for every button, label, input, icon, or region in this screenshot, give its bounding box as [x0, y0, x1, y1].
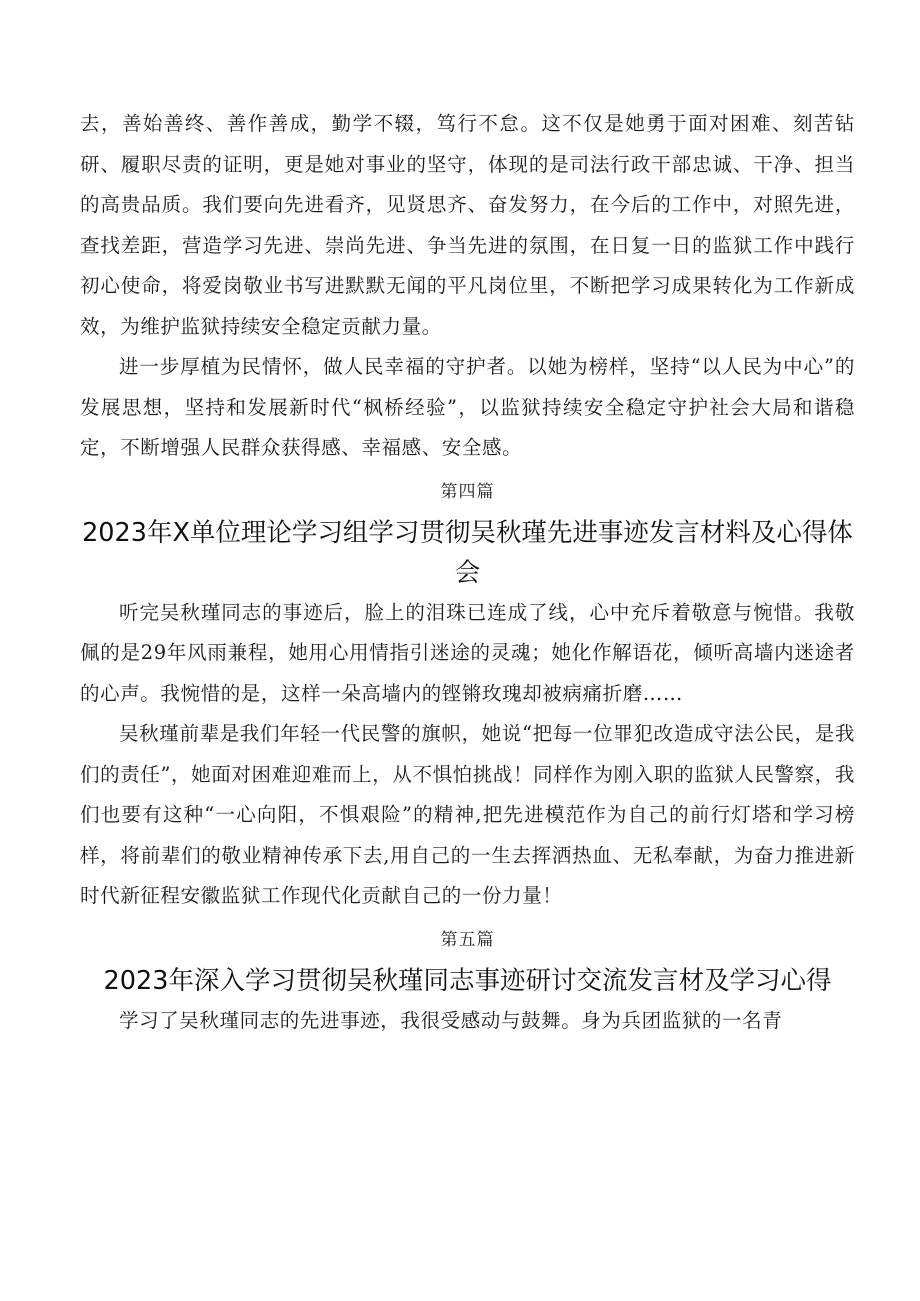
- body-paragraph: 进一步厚植为民情怀，做人民幸福的守护者。以她为榜样，坚持“以人民为中心”的发展思想，坚持和发展新时代“枫桥经验”，以监狱持续安全稳定守护社会大局和谐稳定，不断增强人民群众获得感、幸福感、安全感。: [80, 355, 855, 459]
- continuation-paragraph: 去，善始善终、善作善成，勤学不辍，笃行不怠。这不仅是她勇于面对困难、刻苦钻研、履职尽责的证明，更是她对事业的坚守，体现的是司法行政干部忠诚、干净、担当的高贵品质。我们要向先进看齐，见贤思齐、奋发努力，在今后的工作中，对照先进，查找差距，营造学习先进、崇尚先进、争当先进的氛围，在日复一日的监狱工作中践行初心使命，将爱岗敬业书写进默默无闻的平凡岗位里，不断把学习成果转化为工作新成效，为维护监狱持续安全稳定贡献力量。: [80, 112, 855, 338]
- section-5-label: 第五篇: [440, 929, 495, 950]
- section-4-label: 第四篇: [440, 481, 495, 502]
- section-4-paragraph-1: 听完吴秋瑾同志的事迹后，脸上的泪珠已连成了线，心中充斥着敬意与惋惜。我敬佩的是29年风雨兼程，她用心用情指引迷途的灵魂；她化作解语花，倾听高墙内迷途者的心声。我惋惜的是，这样一朵高墙内的铿锵玫瑰却被病痛折磨……: [80, 600, 855, 705]
- section-5-title: 2023年深入学习贯彻吴秋瑾同志事迹研讨交流发言材及学习心得: [103, 965, 832, 996]
- section-4-title: 2023年X单位理论学习组学习贯彻吴秋瑾先进事迹发言材料及心得体会: [82, 517, 853, 588]
- section-4-paragraph-2: 吴秋瑾前辈是我们年轻一代民警的旗帜，她说“把每一位罪犯改造成守法公民，是我们的责任”，她面对困难迎难而上，从不惧怕挑战！同样作为刚入职的监狱人民警察，我们也要有这种“一心向阳，不惧艰险”的精神,把先进模范作为自己的前行灯塔和学习榜样，将前辈们的敬业精神传承下去,用自己的一生去挥洒热血、无私奉献，为奋力推进新时代新征程安徽监狱工作现代化贡献自己的一份力量！: [80, 722, 855, 907]
- document-page: [80, 104, 855, 1041]
- section-5-paragraph-1: 学习了吴秋瑾同志的先进事迹，我很受感动与鼓舞。身为兵团监狱的一名青: [119, 1008, 783, 1032]
